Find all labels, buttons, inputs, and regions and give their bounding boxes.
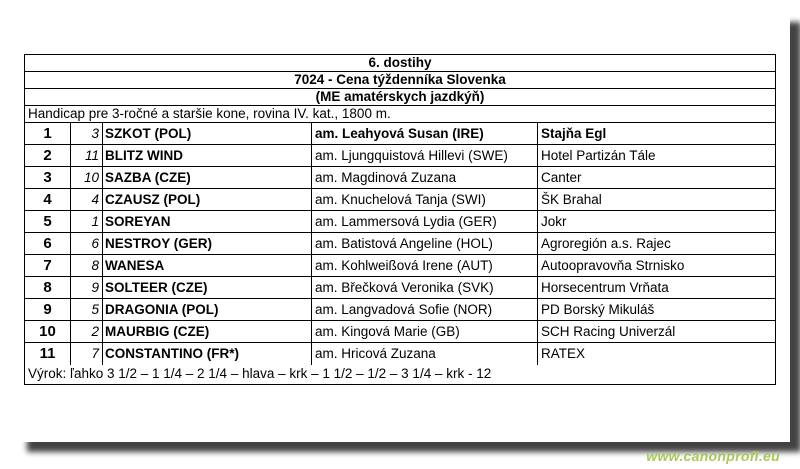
horse-name: NESTROY (GER) xyxy=(103,233,312,254)
finish-position: 2 xyxy=(25,145,71,166)
rider-name: am. Magdinová Zuzana xyxy=(312,167,538,188)
horse-name: BLITZ WIND xyxy=(103,145,312,166)
finish-position: 1 xyxy=(25,123,71,144)
race-subtitle: (ME amatérskych jazdkýň) xyxy=(25,89,775,106)
start-number: 3 xyxy=(71,123,103,144)
stable-name: Agroregión a.s. Rajec xyxy=(541,236,671,251)
race-conditions: Handicap pre 3-ročné a staršie kone, rovina IV. kat., 1800 m. xyxy=(25,106,775,123)
rider-name: am. Knuchelová Tanja (SWI) xyxy=(312,189,538,210)
rider-name: am. Břečková Veronika (SVK) xyxy=(312,277,538,298)
result-row xyxy=(25,145,775,167)
start-number: 5 xyxy=(71,299,103,320)
horse-name: SZKOT (POL) xyxy=(103,123,312,144)
rider-name: am. Lammersová Lydia (GER) xyxy=(312,211,538,232)
horse-name: SOLTEER (CZE) xyxy=(103,277,312,298)
start-number: 6 xyxy=(71,233,103,254)
result-row xyxy=(25,321,775,343)
result-row xyxy=(25,343,775,365)
stable-name: Canter xyxy=(541,170,582,185)
horse-name: MAURBIG (CZE) xyxy=(103,321,312,342)
race-number: 6. dostihy xyxy=(25,55,775,72)
finish-position: 6 xyxy=(25,233,71,254)
horse-name: SOREYAN xyxy=(103,211,312,232)
stable-name: Jokr xyxy=(541,214,567,229)
result-row xyxy=(25,189,775,211)
horse-name: DRAGONIA (POL) xyxy=(103,299,312,320)
finish-position: 3 xyxy=(25,167,71,188)
finish-position: 10 xyxy=(25,321,71,342)
horse-name: CZAUSZ (POL) xyxy=(103,189,312,210)
finish-position: 5 xyxy=(25,211,71,232)
result-row xyxy=(25,211,775,233)
stable-name: PD Borský Mikuláš xyxy=(541,302,655,317)
rider-name: am. Leahyová Susan (IRE) xyxy=(312,123,538,144)
rider-name: am. Kingová Marie (GB) xyxy=(312,321,538,342)
stable-name: Stajňa Egl xyxy=(541,126,607,141)
stable-name: Autoopravovňa Strnisko xyxy=(541,258,685,273)
results-table xyxy=(25,123,775,365)
start-number: 10 xyxy=(71,167,103,188)
finish-position: 11 xyxy=(25,343,71,365)
result-row xyxy=(25,255,775,277)
start-number: 9 xyxy=(71,277,103,298)
finish-position: 4 xyxy=(25,189,71,210)
horse-name: WANESA xyxy=(103,255,312,276)
rider-name: am. Ljungquistová Hillevi (SWE) xyxy=(312,145,538,166)
stable-name: RATEX xyxy=(541,346,586,361)
rider-name: am. Hricová Zuzana xyxy=(312,343,538,365)
results-sheet xyxy=(24,54,776,385)
result-row xyxy=(25,167,775,189)
start-number: 2 xyxy=(71,321,103,342)
rider-name: am. Langvadová Sofie (NOR) xyxy=(312,299,538,320)
start-number: 7 xyxy=(71,343,103,365)
result-row xyxy=(25,233,775,255)
finish-position: 9 xyxy=(25,299,71,320)
stable-name: SCH Racing Univerzál xyxy=(541,324,676,339)
race-title: 7024 - Cena týždenníka Slovenka xyxy=(25,72,775,89)
watermark-text: www.canonprofi.eu xyxy=(646,448,780,464)
result-row xyxy=(25,299,775,321)
start-number: 1 xyxy=(71,211,103,232)
horse-name: SAZBA (CZE) xyxy=(103,167,312,188)
horse-name: CONSTANTINO (FR*) xyxy=(103,343,312,365)
start-number: 11 xyxy=(71,145,103,166)
stable-name: ŠK Brahal xyxy=(541,192,602,207)
start-number: 8 xyxy=(71,255,103,276)
stable-name: Hotel Partizán Tále xyxy=(541,148,656,163)
document-page xyxy=(16,12,790,442)
result-row xyxy=(25,277,775,299)
finish-position: 7 xyxy=(25,255,71,276)
stable-name: Horsecentrum Vrňata xyxy=(541,280,669,295)
rider-name: am. Batistová Angeline (HOL) xyxy=(312,233,538,254)
result-row xyxy=(25,123,775,145)
rider-name: am. Kohlweißová Irene (AUT) xyxy=(312,255,538,276)
race-margins: Výrok: ľahko 3 1/2 – 1 1/4 – 2 1/4 – hlava – krk – 1 1/2 – 1/2 – 3 1/4 – krk - 12 xyxy=(28,366,492,381)
finish-position: 8 xyxy=(25,277,71,298)
start-number: 4 xyxy=(71,189,103,210)
